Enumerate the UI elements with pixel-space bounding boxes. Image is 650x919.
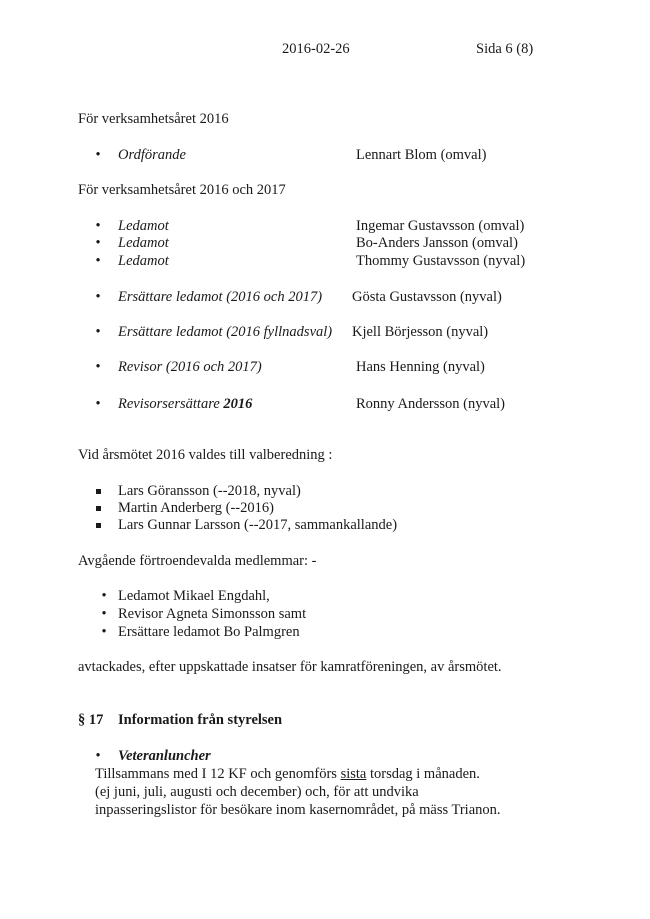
header-date: 2016-02-26	[282, 41, 350, 57]
square-bullet-icon	[92, 499, 104, 517]
bullet-icon: •	[101, 606, 107, 622]
bullet-icon: •	[95, 253, 101, 269]
role-auditor: Revisor (2016 och 2017)	[118, 359, 262, 375]
role-substitute: Ersättare ledamot (2016 och 2017)	[118, 289, 323, 305]
bullet-icon: •	[95, 396, 101, 412]
name-auditor: Hans Henning (nyval)	[356, 359, 485, 375]
paragraph-line-2: (ej juni, juli, augusti och december) och, för att undvika	[95, 784, 419, 800]
name-member: Bo-Anders Jansson (omval)	[356, 235, 518, 251]
heading-nomination-committee: Vid årsmötet 2016 valdes till valberedning :	[78, 447, 333, 463]
name-chairman: Lennart Blom (omval)	[356, 147, 487, 163]
name-substitute: Gösta Gustavsson (nyval)	[352, 289, 502, 305]
section-number: § 17	[78, 712, 104, 728]
bullet-icon: •	[95, 218, 101, 234]
square-bullet-icon	[92, 482, 104, 500]
departing-item: Ledamot Mikael Engdahl,	[118, 588, 270, 604]
heading-departing-members: Avgående förtroendevalda medlemmar: -	[78, 553, 317, 569]
nomination-item: Lars Göransson (--2018, nyval)	[118, 483, 301, 499]
name-substitute-supplementary: Kjell Börjesson (nyval)	[352, 324, 489, 340]
role-member: Ledamot	[118, 235, 169, 251]
nomination-item: Martin Anderberg (--2016)	[118, 500, 274, 516]
bullet-icon: •	[101, 588, 107, 604]
departing-item: Revisor Agneta Simonsson samt	[118, 606, 307, 622]
role-chairman: Ordförande	[118, 147, 186, 163]
paragraph-line-3: inpasseringslistor för besökare inom kasernområdet, på mäss Trianon.	[95, 802, 501, 818]
name-member: Thommy Gustavsson (nyval)	[356, 253, 526, 269]
subheading-veteran-lunches: Veteranluncher	[118, 748, 211, 764]
departing-item: Ersättare ledamot Bo Palmgren	[118, 624, 300, 640]
bullet-icon: •	[95, 289, 101, 305]
nomination-item: Lars Gunnar Larsson (--2017, sammankallande)	[118, 517, 398, 533]
role-substitute-supplementary: Ersättare ledamot (2016 fyllnadsval)	[118, 324, 333, 340]
role-member: Ledamot	[118, 218, 169, 234]
paragraph-line-1: Tillsammans med I 12 KF och genomförs sista torsdag i månaden.	[95, 766, 480, 782]
bullet-icon: •	[101, 624, 107, 640]
square-bullet-icon	[92, 516, 104, 534]
section-title: Information från styrelsen	[118, 712, 283, 728]
heading-years-2016-2017: För verksamhetsåret 2016 och 2017	[78, 182, 286, 198]
role-member: Ledamot	[118, 253, 169, 269]
header-page-number: Sida 6 (8)	[476, 41, 534, 57]
bullet-icon: •	[95, 324, 101, 340]
closing-paragraph: avtackades, efter uppskattade insatser för kamratföreningen, av årsmötet.	[78, 659, 502, 675]
bullet-icon: •	[95, 235, 101, 251]
heading-year-2016: För verksamhetsåret 2016	[78, 111, 229, 127]
bullet-icon: •	[95, 359, 101, 375]
bullet-icon: •	[95, 748, 101, 764]
name-member: Ingemar Gustavsson (omval)	[356, 218, 525, 234]
role-auditor-substitute: Revisorsersättare 2016	[118, 396, 253, 412]
bullet-icon: •	[95, 147, 101, 163]
name-auditor-substitute: Ronny Andersson (nyval)	[356, 396, 506, 412]
